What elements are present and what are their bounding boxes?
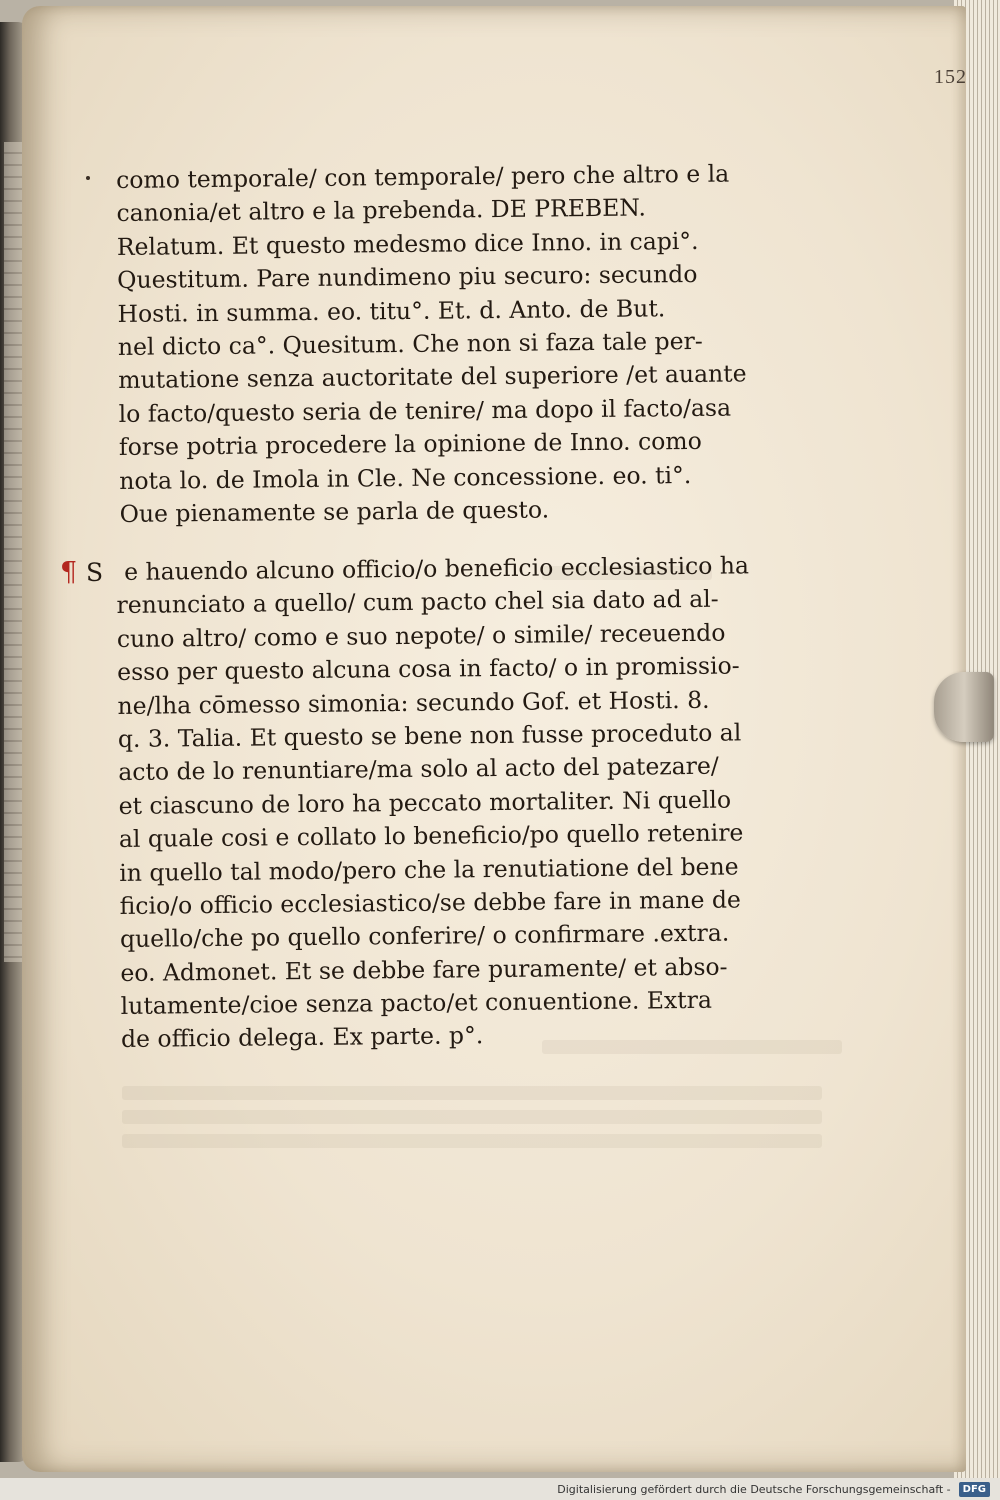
facing-page-text-strip [4, 142, 24, 962]
text-line: mutatione senza auctoritate del superiore /et auante [118, 359, 747, 395]
margin-mark [86, 176, 90, 180]
pilcrow-rubric: ¶ [60, 557, 78, 588]
text-line: forse potria procedere la opinione de Inno. como [118, 427, 702, 462]
text-line: ne/lha cōmesso simonia: secundo Gof. et Hosti. 8. [117, 685, 710, 720]
initial-letter: S [86, 558, 104, 587]
show-through-text [122, 1110, 822, 1124]
text-line: quello/che po quello conferire/ o confirmare .extra. [119, 918, 730, 954]
text-line: lo facto/questo seria de tenire/ ma dopo il facto/asa [118, 393, 732, 428]
show-through-text [122, 1134, 822, 1148]
text-line: in quello tal modo/pero che la renutiatione del bene [119, 852, 739, 887]
text-line: cuno altro/ como e suo nepote/ o simile/ receuendo [116, 618, 726, 653]
text-line: lutamente/cioe senza pacto/et conuentione. Extra [120, 985, 713, 1021]
paragraph-2 [116, 550, 750, 1057]
text-line: de officio delega. Ex parte. p°. [120, 1021, 484, 1054]
text-line: Oue pienamente se parla de questo. [119, 495, 550, 528]
text-line: al quale cosi e collato lo beneficio/po quello retenire [118, 818, 744, 854]
text-line: q. 3. Talia. Et questo se bene non fusse proceduto al [117, 718, 742, 753]
text-line: renunciato a quello/ cum pacto chel sia dato ad al- [116, 585, 719, 620]
text-line: canonia/et altro e la prebenda. DE PREBEN. [116, 193, 647, 228]
show-through-text [122, 1086, 822, 1100]
text-line: et ciascuno de loro ha peccato mortaliter. Ni quello [118, 785, 732, 820]
text-line: Questitum. Pare nundimeno piu securo: secundo [117, 260, 698, 295]
text-line: e hauendo alcuno officio/o beneficio ecclesiastico ha [124, 551, 750, 586]
dfg-logo: DFG [959, 1482, 990, 1497]
folio-number: 152 [934, 66, 967, 88]
text-line: eo. Admonet. Et se debbe fare puramente/ et abso- [120, 952, 728, 987]
funding-credit: Digitalisierung gefördert durch die Deutsche Forschungsgemeinschaft - [557, 1482, 951, 1496]
text-line: esso per questo alcuna cosa in facto/ o in promissio- [117, 651, 740, 687]
book-clasp [934, 672, 994, 742]
text-line: como temporale/ con temporale/ pero che altro e la [116, 159, 730, 194]
text-line: acto de lo renuntiare/ma solo al acto del patezare/ [118, 752, 719, 787]
text-line: Hosti. in summa. eo. titu°. Et. d. Anto. de But. [117, 293, 666, 328]
text-line: nota lo. de Imola in Cle. Ne concessione. eo. ti°. [119, 460, 692, 495]
text-line: Relatum. Et questo medesmo dice Inno. in capi°. [116, 226, 699, 261]
paragraph-1 [116, 158, 747, 531]
text-line: ficio/o officio ecclesiastico/se debbe fare in mane de [119, 885, 742, 920]
text-line: nel dicto ca°. Quesitum. Che non si faza tale per- [117, 326, 703, 361]
footer-bar [0, 1478, 1000, 1500]
